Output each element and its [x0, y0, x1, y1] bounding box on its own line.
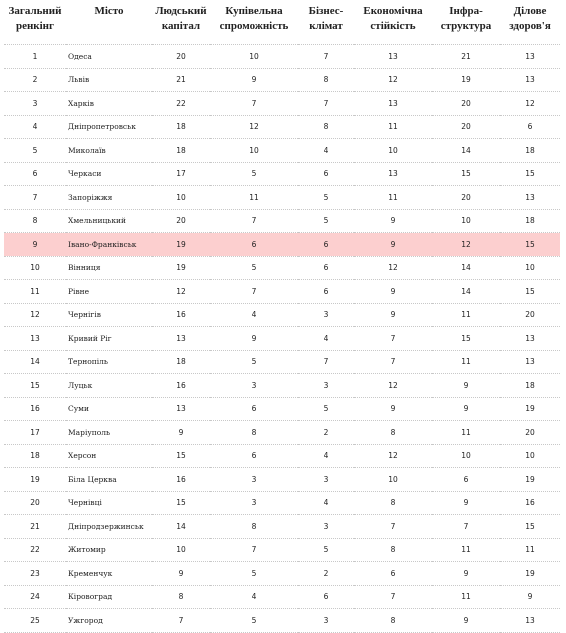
cell-rank: 22 [4, 538, 66, 562]
cell-human-capital: 16 [152, 303, 210, 327]
header-human-capital [152, 0, 210, 45]
cell-city: Одеса [66, 45, 152, 69]
cell-human-capital: 18 [152, 350, 210, 374]
cell-infrastructure: 12 [432, 233, 500, 257]
header-purchasing-power [210, 0, 298, 45]
table-body [4, 45, 560, 633]
table-row [4, 115, 560, 139]
cell-business-health: 13 [500, 45, 560, 69]
header-line: Купівельна [225, 5, 283, 17]
cell-rank: 7 [4, 186, 66, 210]
header-business-climate [298, 0, 354, 45]
cell-purchasing-power: 5 [210, 350, 298, 374]
cell-business-health: 13 [500, 68, 560, 92]
cell-rank: 18 [4, 444, 66, 468]
cell-business-climate: 6 [298, 280, 354, 304]
cell-purchasing-power: 10 [210, 139, 298, 163]
cell-infrastructure: 20 [432, 115, 500, 139]
cell-purchasing-power: 8 [210, 515, 298, 539]
header-human-capital-label [152, 0, 210, 34]
cell-business-health: 13 [500, 186, 560, 210]
cell-economic-stability: 12 [354, 68, 432, 92]
cell-business-health: 15 [500, 515, 560, 539]
cell-business-climate: 5 [298, 397, 354, 421]
cell-business-climate: 5 [298, 538, 354, 562]
cell-business-health: 9 [500, 585, 560, 609]
table-row [4, 421, 560, 445]
cell-infrastructure: 11 [432, 350, 500, 374]
cell-business-climate: 2 [298, 562, 354, 586]
cell-city: Кривий Ріг [66, 327, 152, 351]
table-row [4, 585, 560, 609]
cell-human-capital: 10 [152, 538, 210, 562]
cell-rank: 1 [4, 45, 66, 69]
header-economic-stability [354, 0, 432, 45]
cell-rank: 24 [4, 585, 66, 609]
cell-rank: 25 [4, 609, 66, 633]
cell-city: Чернігів [66, 303, 152, 327]
cell-economic-stability: 11 [354, 186, 432, 210]
cell-business-climate: 7 [298, 350, 354, 374]
cell-city: Житомир [66, 538, 152, 562]
cell-city: Хмельницький [66, 209, 152, 233]
cell-purchasing-power: 3 [210, 491, 298, 515]
cell-economic-stability: 11 [354, 115, 432, 139]
cell-human-capital: 19 [152, 256, 210, 280]
cell-human-capital: 15 [152, 444, 210, 468]
cell-business-health: 15 [500, 280, 560, 304]
cell-economic-stability: 8 [354, 609, 432, 633]
cell-infrastructure: 10 [432, 209, 500, 233]
cell-business-climate: 6 [298, 256, 354, 280]
table-row [4, 327, 560, 351]
cell-city: Запоріжжя [66, 186, 152, 210]
cell-city: Біла Церква [66, 468, 152, 492]
table-row [4, 444, 560, 468]
cell-rank: 5 [4, 139, 66, 163]
header-overall-rank-label [4, 0, 66, 34]
header-business-health-label [500, 0, 560, 34]
cell-city: Черкаси [66, 162, 152, 186]
table-row [4, 45, 560, 69]
cell-economic-stability: 12 [354, 374, 432, 398]
cell-economic-stability: 12 [354, 256, 432, 280]
cell-infrastructure: 14 [432, 256, 500, 280]
cell-business-health: 20 [500, 421, 560, 445]
header-line: стійкість [370, 20, 416, 32]
cell-economic-stability: 6 [354, 562, 432, 586]
cell-purchasing-power: 9 [210, 327, 298, 351]
cell-city: Ужгород [66, 609, 152, 633]
cell-business-health: 11 [500, 538, 560, 562]
header-line: Економічна [363, 5, 423, 17]
cell-city: Миколаїв [66, 139, 152, 163]
cell-purchasing-power: 9 [210, 68, 298, 92]
cell-purchasing-power: 7 [210, 280, 298, 304]
header-line: Бізнес- [308, 5, 344, 17]
cell-business-climate: 5 [298, 186, 354, 210]
cell-human-capital: 21 [152, 68, 210, 92]
cell-infrastructure: 10 [432, 444, 500, 468]
cell-economic-stability: 10 [354, 468, 432, 492]
cell-rank: 8 [4, 209, 66, 233]
table-row [4, 609, 560, 633]
cell-infrastructure: 6 [432, 468, 500, 492]
cell-human-capital: 8 [152, 585, 210, 609]
table-row [4, 209, 560, 233]
cell-city: Луцьк [66, 374, 152, 398]
cell-economic-stability: 13 [354, 45, 432, 69]
cell-business-health: 13 [500, 350, 560, 374]
table-row [4, 397, 560, 421]
cell-business-climate: 3 [298, 609, 354, 633]
header-row [4, 0, 560, 45]
table-row [4, 491, 560, 515]
cell-rank: 16 [4, 397, 66, 421]
cell-business-climate: 3 [298, 303, 354, 327]
cell-rank: 6 [4, 162, 66, 186]
cell-infrastructure: 20 [432, 92, 500, 116]
cell-human-capital: 22 [152, 92, 210, 116]
table-row [4, 468, 560, 492]
cell-purchasing-power: 7 [210, 538, 298, 562]
cell-business-climate: 6 [298, 233, 354, 257]
cell-city: Львів [66, 68, 152, 92]
cell-economic-stability: 8 [354, 538, 432, 562]
cell-purchasing-power: 6 [210, 233, 298, 257]
cell-infrastructure: 20 [432, 186, 500, 210]
cell-business-climate: 4 [298, 139, 354, 163]
cell-business-climate: 6 [298, 585, 354, 609]
cell-infrastructure: 14 [432, 139, 500, 163]
cell-economic-stability: 9 [354, 209, 432, 233]
cell-infrastructure: 19 [432, 68, 500, 92]
cell-business-health: 18 [500, 209, 560, 233]
cell-business-climate: 4 [298, 444, 354, 468]
cell-rank: 17 [4, 421, 66, 445]
cell-purchasing-power: 7 [210, 209, 298, 233]
cell-city: Тернопіль [66, 350, 152, 374]
cell-purchasing-power: 5 [210, 256, 298, 280]
header-line: спроможність [219, 20, 289, 32]
cell-infrastructure: 15 [432, 327, 500, 351]
cell-business-health: 19 [500, 562, 560, 586]
cell-economic-stability: 9 [354, 280, 432, 304]
cell-business-climate: 3 [298, 468, 354, 492]
table-row [4, 92, 560, 116]
cell-purchasing-power: 10 [210, 45, 298, 69]
cell-human-capital: 20 [152, 45, 210, 69]
table-header [4, 0, 560, 45]
cell-human-capital: 16 [152, 468, 210, 492]
cell-business-climate: 4 [298, 491, 354, 515]
city-ranking-table [4, 0, 560, 633]
cell-business-climate: 7 [298, 45, 354, 69]
cell-economic-stability: 8 [354, 421, 432, 445]
header-line: клімат [309, 20, 343, 32]
header-economic-stability-label [354, 0, 432, 34]
cell-infrastructure: 11 [432, 303, 500, 327]
cell-city: Чернівці [66, 491, 152, 515]
table-row [4, 303, 560, 327]
cell-business-health: 15 [500, 162, 560, 186]
cell-business-climate: 2 [298, 421, 354, 445]
cell-infrastructure: 21 [432, 45, 500, 69]
header-line: здоров'я [509, 20, 551, 32]
cell-economic-stability: 13 [354, 92, 432, 116]
cell-rank: 13 [4, 327, 66, 351]
header-line: Місто [94, 5, 124, 17]
cell-infrastructure: 11 [432, 538, 500, 562]
cell-city: Харків [66, 92, 152, 116]
cell-rank: 14 [4, 350, 66, 374]
cell-business-climate: 3 [298, 515, 354, 539]
cell-infrastructure: 15 [432, 162, 500, 186]
cell-rank: 2 [4, 68, 66, 92]
cell-city: Дніпродзержинськ [66, 515, 152, 539]
header-business-health [500, 0, 560, 45]
cell-business-climate: 8 [298, 115, 354, 139]
cell-purchasing-power: 5 [210, 162, 298, 186]
table-row [4, 68, 560, 92]
cell-purchasing-power: 6 [210, 397, 298, 421]
table-row [4, 186, 560, 210]
table-row [4, 562, 560, 586]
cell-rank: 12 [4, 303, 66, 327]
cell-economic-stability: 13 [354, 162, 432, 186]
cell-purchasing-power: 4 [210, 303, 298, 327]
cell-purchasing-power: 6 [210, 444, 298, 468]
cell-rank: 23 [4, 562, 66, 586]
cell-business-health: 18 [500, 139, 560, 163]
table-row [4, 374, 560, 398]
header-line: ренкінг [15, 20, 55, 32]
cell-city: Івано-Франківськ [66, 233, 152, 257]
cell-infrastructure: 9 [432, 609, 500, 633]
cell-business-climate: 6 [298, 162, 354, 186]
cell-economic-stability: 10 [354, 139, 432, 163]
cell-economic-stability: 9 [354, 303, 432, 327]
cell-rank: 11 [4, 280, 66, 304]
cell-infrastructure: 11 [432, 421, 500, 445]
cell-city: Суми [66, 397, 152, 421]
cell-infrastructure: 11 [432, 585, 500, 609]
cell-human-capital: 10 [152, 186, 210, 210]
cell-human-capital: 13 [152, 397, 210, 421]
header-line: структура [440, 20, 492, 32]
cell-rank: 3 [4, 92, 66, 116]
cell-human-capital: 12 [152, 280, 210, 304]
cell-city: Кременчук [66, 562, 152, 586]
cell-purchasing-power: 5 [210, 609, 298, 633]
table-row [4, 515, 560, 539]
cell-human-capital: 18 [152, 115, 210, 139]
table-row [4, 280, 560, 304]
header-line: Загальний [8, 5, 62, 17]
cell-rank: 4 [4, 115, 66, 139]
cell-economic-stability: 9 [354, 397, 432, 421]
header-business-climate-label [298, 0, 354, 34]
cell-business-health: 6 [500, 115, 560, 139]
table-row-highlighted [4, 233, 560, 257]
cell-rank: 9 [4, 233, 66, 257]
cell-rank: 20 [4, 491, 66, 515]
cell-business-health: 20 [500, 303, 560, 327]
cell-city: Кіровоград [66, 585, 152, 609]
cell-human-capital: 9 [152, 421, 210, 445]
table-row [4, 162, 560, 186]
cell-business-health: 15 [500, 233, 560, 257]
header-line: Людський [155, 5, 207, 17]
cell-business-health: 12 [500, 92, 560, 116]
cell-rank: 19 [4, 468, 66, 492]
cell-infrastructure: 9 [432, 491, 500, 515]
cell-infrastructure: 14 [432, 280, 500, 304]
cell-purchasing-power: 8 [210, 421, 298, 445]
table-row [4, 538, 560, 562]
cell-infrastructure: 7 [432, 515, 500, 539]
cell-purchasing-power: 3 [210, 468, 298, 492]
cell-economic-stability: 8 [354, 491, 432, 515]
cell-business-health: 16 [500, 491, 560, 515]
cell-city: Рівне [66, 280, 152, 304]
cell-business-climate: 7 [298, 92, 354, 116]
cell-purchasing-power: 4 [210, 585, 298, 609]
cell-human-capital: 13 [152, 327, 210, 351]
cell-human-capital: 14 [152, 515, 210, 539]
header-line: капітал [161, 20, 201, 32]
cell-city: Вінниця [66, 256, 152, 280]
header-infrastructure-label [432, 0, 500, 34]
header-city [66, 0, 152, 45]
cell-business-health: 10 [500, 256, 560, 280]
cell-rank: 15 [4, 374, 66, 398]
cell-purchasing-power: 11 [210, 186, 298, 210]
cell-human-capital: 18 [152, 139, 210, 163]
cell-purchasing-power: 7 [210, 92, 298, 116]
cell-human-capital: 19 [152, 233, 210, 257]
cell-rank: 21 [4, 515, 66, 539]
cell-infrastructure: 9 [432, 397, 500, 421]
cell-business-climate: 8 [298, 68, 354, 92]
cell-economic-stability: 7 [354, 515, 432, 539]
cell-economic-stability: 9 [354, 233, 432, 257]
cell-business-health: 13 [500, 609, 560, 633]
cell-infrastructure: 9 [432, 562, 500, 586]
cell-human-capital: 7 [152, 609, 210, 633]
cell-human-capital: 9 [152, 562, 210, 586]
cell-human-capital: 17 [152, 162, 210, 186]
cell-city: Дніпропетровськ [66, 115, 152, 139]
cell-business-health: 10 [500, 444, 560, 468]
cell-economic-stability: 7 [354, 585, 432, 609]
cell-city: Маріуполь [66, 421, 152, 445]
header-line: Ділове [513, 5, 547, 17]
cell-purchasing-power: 12 [210, 115, 298, 139]
cell-economic-stability: 12 [354, 444, 432, 468]
cell-rank: 10 [4, 256, 66, 280]
cell-human-capital: 20 [152, 209, 210, 233]
header-purchasing-power-label [210, 0, 298, 34]
table-row [4, 256, 560, 280]
cell-business-health: 18 [500, 374, 560, 398]
header-infrastructure [432, 0, 500, 45]
cell-business-climate: 3 [298, 374, 354, 398]
header-overall-rank [4, 0, 66, 45]
table-row [4, 139, 560, 163]
cell-economic-stability: 7 [354, 350, 432, 374]
table-row [4, 350, 560, 374]
cell-business-health: 19 [500, 468, 560, 492]
cell-business-health: 19 [500, 397, 560, 421]
cell-purchasing-power: 3 [210, 374, 298, 398]
header-city-label [66, 0, 152, 19]
cell-infrastructure: 9 [432, 374, 500, 398]
cell-purchasing-power: 5 [210, 562, 298, 586]
cell-city: Херсон [66, 444, 152, 468]
cell-business-health: 13 [500, 327, 560, 351]
ranking-table-wrapper [4, 0, 560, 633]
cell-business-climate: 5 [298, 209, 354, 233]
cell-human-capital: 15 [152, 491, 210, 515]
header-line: Інфра- [449, 5, 483, 17]
cell-economic-stability: 7 [354, 327, 432, 351]
cell-human-capital: 16 [152, 374, 210, 398]
cell-business-climate: 4 [298, 327, 354, 351]
